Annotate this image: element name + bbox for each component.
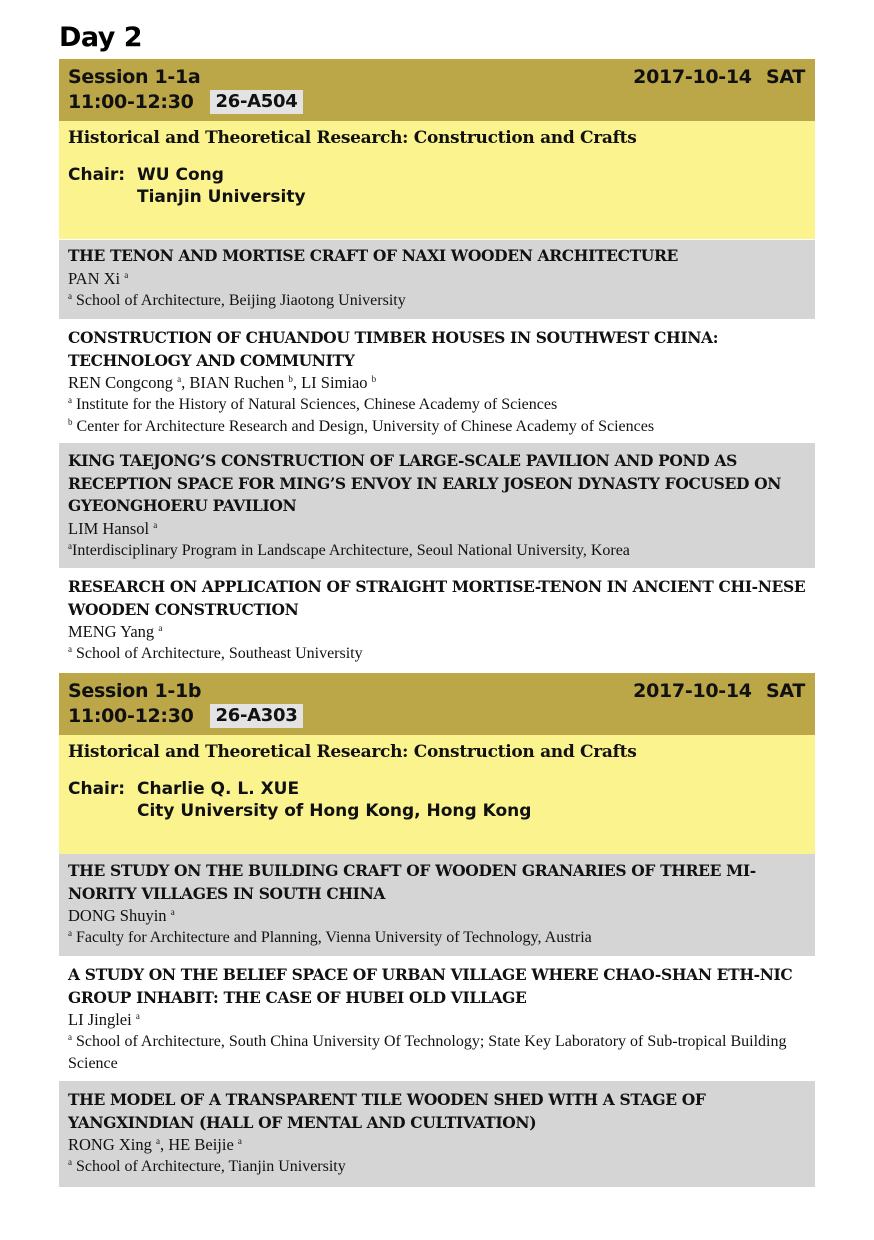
chair-name: Charlie Q. L. XUE xyxy=(137,779,300,799)
paper-item xyxy=(59,854,815,956)
chair-name: WU Cong xyxy=(137,165,224,185)
paper-authors: LIM Hansol $^a$ xyxy=(68,518,158,538)
session-date: 2017-10-14 SAT xyxy=(633,680,805,702)
paper-authors: PAN Xi $^a$ xyxy=(68,268,129,288)
paper-title: CONSTRUCTION OF CHUANDOU TIMBER HOUSES IN SOUTHWEST CHINA: TECHNOLOGY AND COMMUNITY xyxy=(68,328,719,370)
paper-title: RESEARCH ON APPLICATION OF STRAIGHT MORTISE-TENON IN ANCIENT CHI-NESE WOODEN CONSTRUCTION xyxy=(68,577,806,619)
session-theme: Historical and Theoretical Research: Construction and Crafts xyxy=(68,128,637,148)
paper-title: KING TAEJONG’S CONSTRUCTION OF LARGE-SCALE PAVILION AND POND AS RECEPTION SPACE FOR MING’S ENVOY IN EARLY JOSEON DYNASTY FOCUSED ON GYEONGHOERU PAVILION xyxy=(68,451,782,515)
paper-affiliation: $^b$ Center for Architecture Research and Design, University of Chinese Academy of Sciences xyxy=(68,417,655,435)
paper-item xyxy=(59,240,815,319)
session-name: Session 1-1a xyxy=(68,66,201,88)
session-theme: Historical and Theoretical Research: Construction and Crafts xyxy=(68,742,637,762)
paper-affiliation: $^a$ Institute for the History of Natural Sciences, Chinese Academy of Sciences xyxy=(68,395,558,413)
session-chair xyxy=(68,778,805,822)
session-theme-box xyxy=(59,121,815,239)
paper-affiliation: $^a$ School of Architecture, Beijing Jiaotong University xyxy=(68,290,406,309)
paper-affiliation: $^a$ School of Architecture, South China University Of Technology; State Key Laboratory of Sub-tropical Building Science xyxy=(68,1032,787,1072)
room-badge: 26-A303 xyxy=(210,704,304,728)
paper-title: THE TENON AND MORTISE CRAFT OF NAXI WOODEN ARCHITECTURE xyxy=(68,246,678,265)
paper-item xyxy=(59,1081,815,1187)
paper-title: A STUDY ON THE BELIEF SPACE OF URBAN VILLAGE WHERE CHAO-SHAN ETH-NIC GROUP INHABIT: THE CASE OF HUBEI OLD VILLAGE xyxy=(68,965,793,1007)
paper-list-1a xyxy=(59,240,815,672)
session-date: 2017-10-14 SAT xyxy=(633,66,805,88)
day-title: Day 2 xyxy=(59,22,143,53)
session-chair xyxy=(68,164,805,208)
paper-authors: LI Jinglei $^a$ xyxy=(68,1010,140,1029)
chair-affiliation: Tianjin University xyxy=(137,187,306,207)
paper-affiliation: $^a$ School of Architecture, Tianjin University xyxy=(68,1157,346,1175)
session-header xyxy=(59,59,815,121)
session-time: 11:00-12:30 xyxy=(68,91,194,113)
paper-item xyxy=(59,568,815,672)
paper-title: THE STUDY ON THE BUILDING CRAFT OF WOODEN GRANARIES OF THREE MI-NORITY VILLAGES IN SOUTH CHINA xyxy=(68,861,756,903)
session-block-1b xyxy=(59,673,815,854)
session-theme-box xyxy=(59,735,815,854)
paper-item xyxy=(59,956,815,1081)
chair-label: Chair: xyxy=(68,779,126,799)
paper-authors: DONG Shuyin $^a$ xyxy=(68,906,175,925)
session-name: Session 1-1b xyxy=(68,680,202,702)
paper-title: THE MODEL OF A TRANSPARENT TILE WOODEN SHED WITH A STAGE OF YANGXINDIAN (HALL OF MENTAL AND CULTIVATION) xyxy=(68,1090,706,1132)
paper-list-1b xyxy=(59,854,815,1187)
paper-item xyxy=(59,319,815,443)
session-block-1a xyxy=(59,59,815,239)
room-badge: 26-A504 xyxy=(210,90,304,114)
paper-authors: REN Congcong $^a$, BIAN Ruchen $^b$, LI Simiao $^b$ xyxy=(68,373,377,392)
session-header xyxy=(59,673,815,735)
paper-affiliation: $^a$ Faculty for Architecture and Planning, Vienna University of Technology, Austria xyxy=(68,928,592,946)
paper-authors: RONG Xing $^a$, HE Beijie $^a$ xyxy=(68,1135,242,1154)
paper-affiliation: $^a$ School of Architecture, Southeast University xyxy=(68,644,363,662)
paper-authors: MENG Yang $^a$ xyxy=(68,622,163,641)
chair-label: Chair: xyxy=(68,165,126,185)
chair-affiliation: City University of Hong Kong, Hong Kong xyxy=(137,801,532,821)
paper-item xyxy=(59,443,815,568)
session-time: 11:00-12:30 xyxy=(68,705,194,727)
paper-affiliation: $^a$Interdisciplinary Program in Landscape Architecture, Seoul National University, Korea xyxy=(68,540,630,559)
